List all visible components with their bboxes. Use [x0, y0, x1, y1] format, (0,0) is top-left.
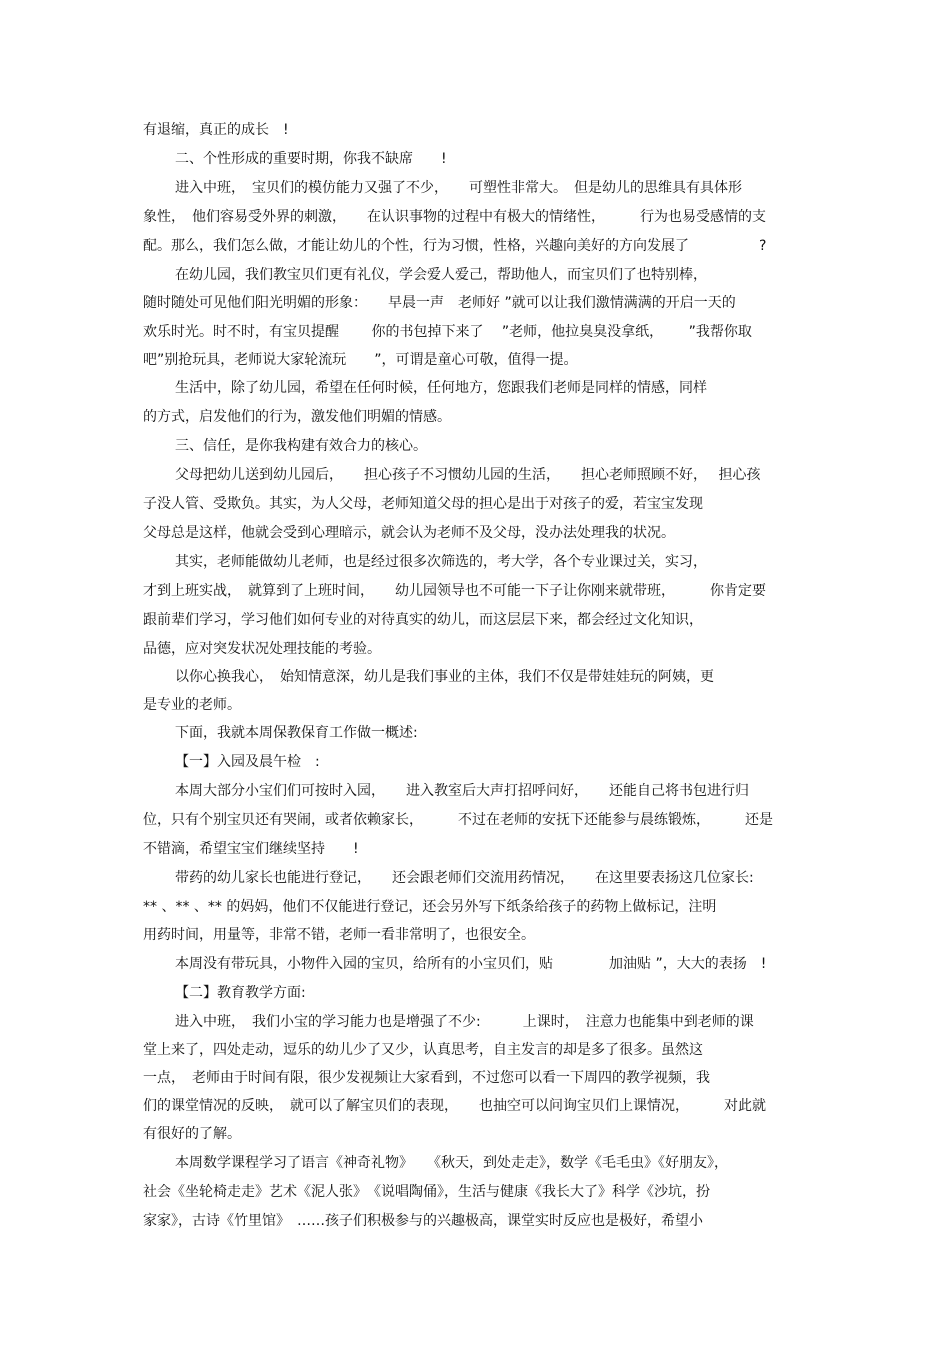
text-line: 子没人管、受欺负。其实，为人父母，老师知道父母的担心是出于对孩子的爱，若宝宝发现 [143, 496, 703, 512]
text-line: 生活中，除了幼儿园，希望在任何时候，任何地方，您跟我们老师是同样的情感，同样 [175, 380, 707, 396]
text-line: 堂上来了，四处走动，逗乐的幼儿少了又少，认真思考，自主发言的却是多了很多。虽然这 [143, 1042, 703, 1058]
text-line: 象性， 他们容易受外界的刺激， 在认识事物的过程中有极大的情绪性， 行为也易受感情的支 [143, 209, 766, 225]
text-line: 家家》，古诗《竹里馆》 ……孩子们积极参与的兴趣极高，课堂实时反应也是极好，希望小 [143, 1213, 703, 1229]
text-line: 吧”别抢玩具，老师说大家轮流玩 ”，可谓是童心可敬，值得一提。 [143, 352, 578, 368]
text-line: 进入中班， 宝贝们的模仿能力又强了不少， 可塑性非常大。 但是幼儿的思维具有具体形 [175, 180, 742, 196]
text-line: 本周没有带玩具，小物件入园的宝贝，给所有的小宝贝们，贴 加油贴 ”，大大的表扬 ! [175, 956, 767, 972]
section-heading: 三、信任，是你我构建有效合力的核心。 [175, 438, 427, 454]
text-line: 以你心换我心， 始知情意深，幼儿是我们事业的主体，我们不仅是带娃娃玩的阿姨，更 [175, 669, 714, 685]
text-line: 的方式，启发他们的行为，激发他们明媚的情感。 [143, 409, 451, 425]
text-line: 进入中班， 我们小宝的学习能力也是增强了不少: 上课时， 注意力也能集中到老师的课 [175, 1014, 754, 1030]
text-line: 是专业的老师。 [143, 697, 241, 713]
text-line: 品德，应对突发状况处理技能的考验。 [143, 641, 381, 657]
text-line: 其实，老师能做幼儿老师，也是经过很多次筛选的，考大学，各个专业课过关，实习， [175, 554, 707, 570]
text-line: 跟前辈们学习，学习他们如何专业的对待真实的幼儿，而这层层下来，都会经过文化知识， [143, 612, 703, 628]
section-heading: 【二】教育教学方面: [175, 985, 306, 1001]
text-line: 本周数学课程学习了语言《神奇礼物》 《秋天，到处走走》，数学《毛毛虫》《好朋友》， [175, 1155, 728, 1171]
text-line: 一点， 老师由于时间有限，很少发视频让大家看到，不过您可以看一下周四的教学视频，我 [143, 1070, 710, 1086]
text-line: 位，只有个别宝贝还有哭闹，或者依赖家长， 不过在老师的安抚下还能参与晨练锻炼， 还是 [143, 812, 773, 828]
section-heading: 二、个性形成的重要时期，你我不缺席 ! [175, 151, 447, 167]
text-line: 下面，我就本周保教保育工作做一概述: [175, 725, 418, 741]
text-line: 用药时间，用量等，非常不错，老师一看非常明了，也很安全。 [143, 927, 535, 943]
text-line: 不错滴，希望宝宝们继续坚持 ! [143, 841, 359, 857]
text-line: 社会《坐轮椅走走》艺术《泥人张》 《说唱陶俑》，生活与健康《我长大了》科学《沙坑，扮 [143, 1184, 710, 1200]
text-line: 带药的幼儿家长也能进行登记， 还会跟老师们交流用药情况， 在这里要表扬这几位家长: [175, 870, 754, 886]
text-line: 父母把幼儿送到幼儿园后， 担心孩子不习惯幼儿园的生活， 担心老师照顾不好， 担心孩 [175, 467, 761, 483]
text-line: 有退缩，真正的成长 ! [143, 122, 289, 138]
text-line: 欢乐时光。时不时，有宝贝提醒 你的书包掉下来了 ”老师，他拉臭臭没拿纸， ”我帮你取 [143, 324, 752, 340]
text-line: 随时随处可见他们阳光明媚的形象： 早晨一声 老师好 ”就可以让我们激情满满的开启一天的 [143, 295, 736, 311]
text-line: 配。那么，我们怎么做，才能让幼儿的个性，行为习惯，性格，兴趣向美好的方向发展了 ? [143, 238, 767, 254]
text-line: 才到上班实战， 就算到了上班时间， 幼儿园领导也不可能一下子让你刚来就带班， 你肯定要 [143, 583, 766, 599]
text-line: 本周大部分小宝们们可按时入园， 进入教室后大声打招呼问好， 还能自己将书包进行归 [175, 783, 749, 799]
section-heading: 【一】入园及晨午检 : [175, 754, 320, 770]
text-line: ** 、** 、** 的妈妈，他们不仅能进行登记，还会另外写下纸条给孩子的药物上做标记，注明 [143, 899, 717, 915]
text-line: 有很好的了解。 [143, 1126, 241, 1142]
text-line: 在幼儿园，我们教宝贝们更有礼仪，学会爱人爱己，帮助他人，而宝贝们了也特别棒， [175, 267, 707, 283]
text-line: 们的课堂情况的反映， 就可以了解宝贝们的表现， 也抽空可以问询宝贝们上课情况， 对此就 [143, 1098, 766, 1114]
text-line: 父母总是这样，他就会受到心理暗示，就会认为老师不及父母，没办法处理我的状况。 [143, 525, 675, 541]
